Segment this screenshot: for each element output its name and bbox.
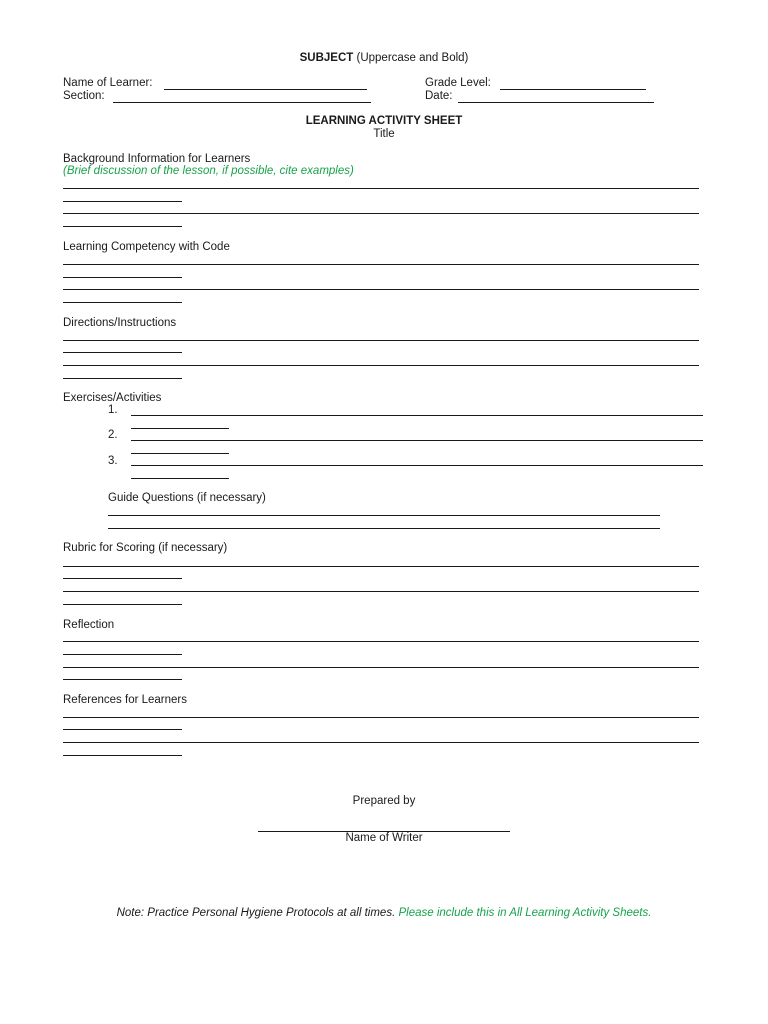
- answer-line[interactable]: [63, 352, 182, 353]
- background-note: (Brief discussion of the lesson, if possible, cite examples): [63, 165, 354, 177]
- subject-heading: [0, 51, 768, 65]
- name-label: Name of Learner:: [63, 77, 153, 89]
- background-heading: Background Information for Learners: [63, 153, 251, 165]
- guide-line[interactable]: [108, 515, 660, 516]
- exercises-heading: Exercises/Activities: [63, 392, 162, 404]
- answer-line[interactable]: [63, 755, 182, 756]
- subject-note: (Uppercase and Bold): [353, 52, 469, 64]
- prepared-by-label: Prepared by: [352, 795, 416, 807]
- exercise-line[interactable]: [131, 453, 229, 454]
- exercise-number: 3.: [108, 455, 118, 467]
- answer-line[interactable]: [63, 289, 699, 290]
- subject-label: SUBJECT: [299, 52, 354, 64]
- hygiene-note-text: Note: Practice Personal Hygiene Protocols at all times.: [116, 907, 396, 919]
- answer-line[interactable]: [63, 679, 182, 680]
- answer-line[interactable]: [63, 667, 699, 668]
- answer-line[interactable]: [63, 729, 182, 730]
- exercise-line[interactable]: [131, 440, 703, 441]
- sheet-title: LEARNING ACTIVITY SHEET: [305, 115, 463, 127]
- answer-line[interactable]: [63, 742, 699, 743]
- directions-heading: Directions/Instructions: [63, 317, 177, 329]
- competency-heading: Learning Competency with Code: [63, 241, 230, 253]
- sheet-subtitle: Title: [373, 128, 395, 140]
- answer-line[interactable]: [63, 188, 699, 189]
- exercise-line[interactable]: [131, 415, 703, 416]
- answer-line[interactable]: [63, 277, 182, 278]
- answer-line[interactable]: [63, 365, 699, 366]
- reflection-heading: Reflection: [63, 619, 115, 631]
- exercise-number: 1.: [108, 404, 118, 416]
- exercise-number: 2.: [108, 429, 118, 441]
- answer-line[interactable]: [63, 264, 699, 265]
- exercise-line[interactable]: [131, 465, 703, 466]
- name-field[interactable]: [164, 89, 367, 90]
- answer-line[interactable]: [63, 654, 182, 655]
- exercise-line[interactable]: [131, 478, 229, 479]
- section-label: Section:: [63, 90, 105, 102]
- answer-line[interactable]: [63, 302, 182, 303]
- references-heading: References for Learners: [63, 694, 188, 706]
- writer-name-label: Name of Writer: [345, 832, 423, 844]
- answer-line[interactable]: [63, 591, 699, 592]
- answer-line[interactable]: [63, 641, 699, 642]
- answer-line[interactable]: [63, 578, 182, 579]
- section-field[interactable]: [113, 102, 371, 103]
- grade-field[interactable]: [500, 89, 646, 90]
- grade-label: Grade Level:: [425, 77, 491, 89]
- hygiene-note-reminder: Please include this in All Learning Activity Sheets.: [395, 907, 652, 919]
- answer-line[interactable]: [63, 201, 182, 202]
- hygiene-note: [0, 906, 768, 920]
- guide-questions-heading: Guide Questions (if necessary): [108, 492, 266, 504]
- answer-line[interactable]: [63, 213, 699, 214]
- date-label: Date:: [425, 90, 453, 102]
- answer-line[interactable]: [63, 340, 699, 341]
- answer-line[interactable]: [63, 717, 699, 718]
- answer-line[interactable]: [63, 566, 699, 567]
- answer-line[interactable]: [63, 378, 182, 379]
- date-field[interactable]: [458, 102, 654, 103]
- answer-line[interactable]: [63, 226, 182, 227]
- guide-line[interactable]: [108, 528, 660, 529]
- exercise-line[interactable]: [131, 428, 229, 429]
- rubric-heading: Rubric for Scoring (if necessary): [63, 542, 228, 554]
- answer-line[interactable]: [63, 604, 182, 605]
